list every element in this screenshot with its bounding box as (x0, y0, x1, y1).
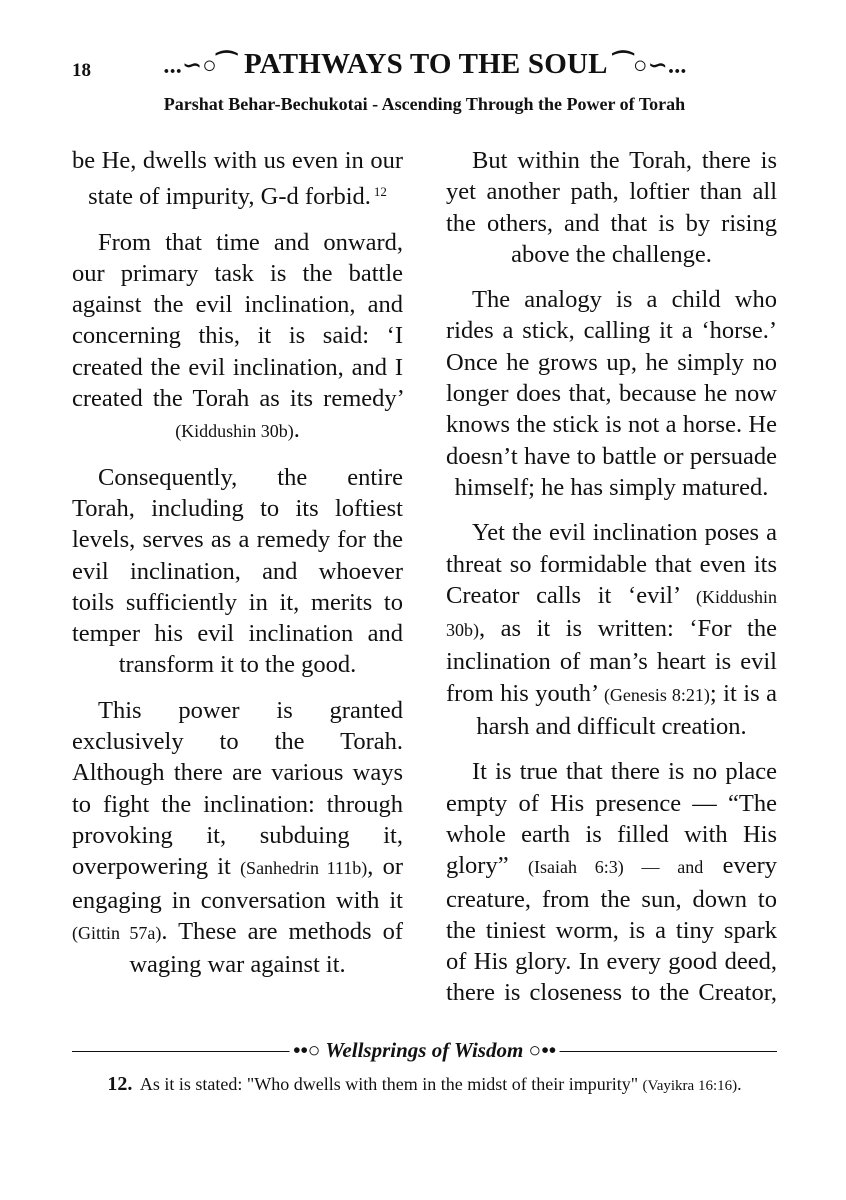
source-reference: (Gittin 57a) (72, 922, 162, 943)
source-reference: (Kiddushin 30b) (446, 586, 778, 641)
paragraph: But within the Torah, there is yet another path, loftier than all the others, and that is by rising above the challenge. (446, 147, 777, 268)
paragraph: The analogy is a child who rides a stick, calling it a ‘horse.’ Once he grows up, he simply no longer does that, because he now knows the stick is not a horse. He doesn’t have to battle or persuade himself; he has simply matured. (446, 286, 777, 501)
footnote-number: 12. (107, 1073, 133, 1095)
footnote-marker[interactable]: 12 (373, 184, 387, 200)
left-column (72, 145, 403, 994)
source-reference: (Sanhedrin 111b) (240, 858, 368, 879)
page-number: 18 (72, 60, 91, 81)
ornament-left-icon: ...∽○⁀ (163, 53, 237, 79)
ornament-right-icon: ⁀○∽... (613, 53, 687, 79)
book-title: PATHWAYS TO THE SOUL (243, 48, 607, 80)
footnote-text: As it is stated: "Who dwells with them in the midst of their impurity" (139, 1074, 639, 1094)
footnote-reference: (Vayikra 16:16) (642, 1078, 738, 1094)
paragraph: This power is granted exclusively to the Torah. Although there are various ways to fight the inclination: through provoking it, subduing it, overpowering it (Sanhedrin 111b), or engaging in conversation with it (Gittin 57a). These are methods of waging war against it. (72, 696, 403, 979)
chapter-subtitle: Parshat Behar-Bechukotai - Ascending Through the Power of Torah (163, 94, 686, 114)
footnote-divider (72, 1038, 777, 1064)
paragraph: Yet the evil inclination poses a threat so formidable that even its Creator calls it ‘evil’ (Kiddushin 30b), as it is written: ‘For the inclination of man’s heart is evil from his youth’ (Genesis 8:21); it is a harsh and difficult creation. (446, 519, 778, 741)
paragraph: be He, dwells with us even in our state of impurity, G-d forbid. $^{12}$ (72, 147, 403, 211)
divider-label: ••○ Wellsprings of Wisdom ○•• (289, 1038, 560, 1063)
source-reference: (Kiddushin 30b) (175, 421, 294, 442)
source-reference: (Genesis 8:21) (603, 684, 710, 705)
running-header (130, 48, 720, 81)
right-column (446, 145, 777, 1023)
paragraph: It is true that there is no place empty of His presence — “The whole earth is filled with His glory” (Isaiah 6:3) — and every creature, from the sun, down to the tiniest worm, is a tiny spark of His glory. In every good deed, there is closeness to the Creator, (446, 758, 777, 1007)
paragraph: Consequently, the entire Torah, including to its loftiest levels, serves as a remedy for the evil inclination, and whoever toils sufficiently in it, merits to temper his evil inclination and transform it to the good. (72, 463, 403, 679)
paragraph: From that time and onward, our primary task is the battle against the evil inclination, and concerning this, it is said: ‘I created the evil inclination, and I created the Torah as its remedy’ (Kiddushin 30b). (72, 228, 403, 444)
footnote: 12. As it is stated: "Who dwells with them in the midst of their impurity" (Vayikra 16:16). (107, 1073, 742, 1095)
source-reference: (Isaiah 6:3) — and (527, 857, 704, 878)
